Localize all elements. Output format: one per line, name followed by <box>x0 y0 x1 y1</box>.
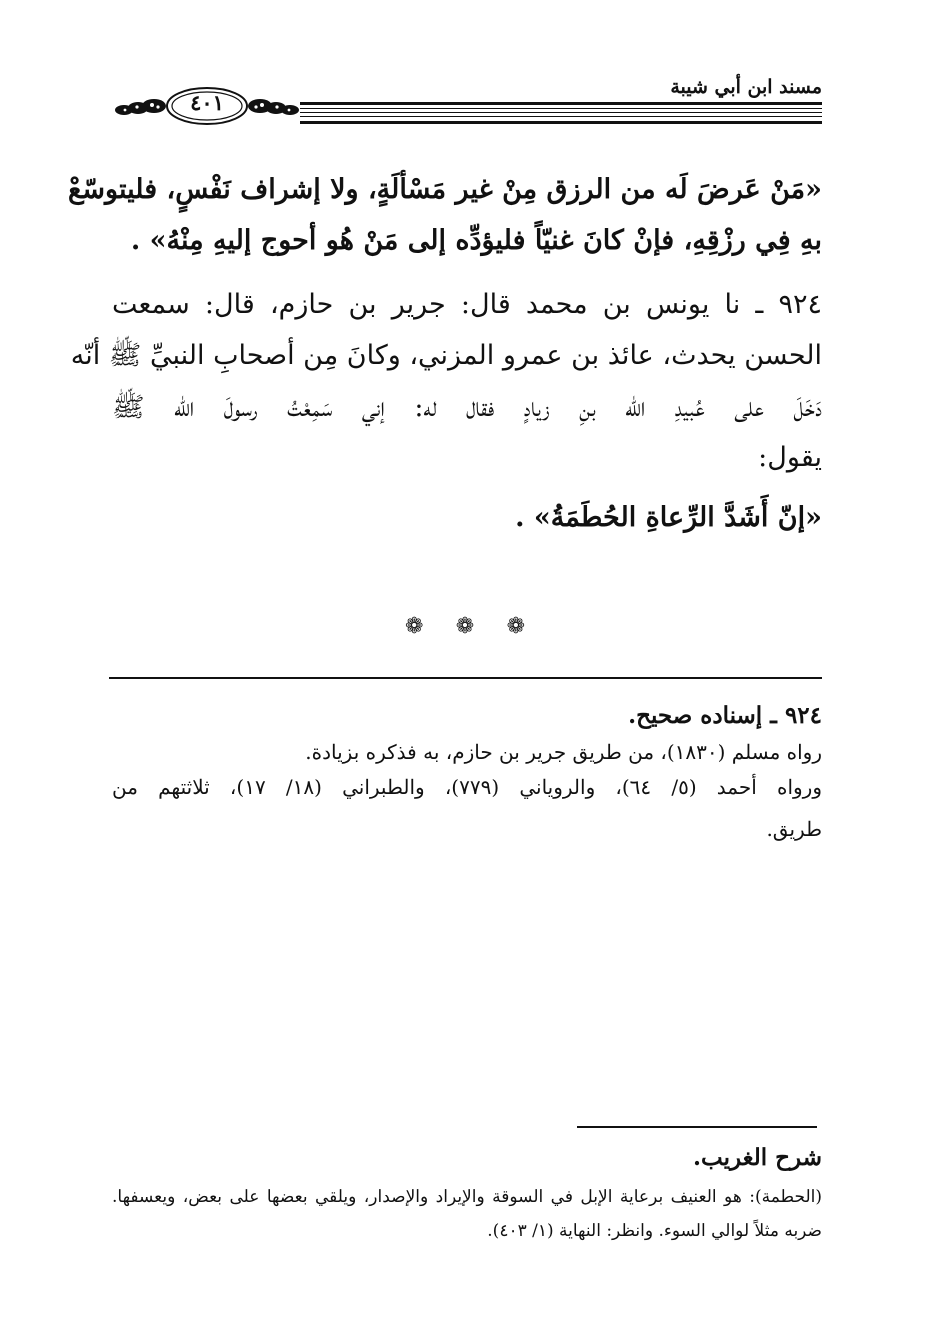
hadith-quote: «إنّ أَشَدَّ الرِّعاةِ الحُطَمَةُ» . <box>515 502 822 533</box>
hadith-924-line: دَخَلَ على عُبيدِ الله بنِ زيادٍ فقال له: إني سَمِعْتُ رسولَ الله ﷺ <box>112 392 822 423</box>
footnote-divider <box>109 677 822 679</box>
notes-heading: ٩٢٤ ـ إسناده صحيح. <box>628 702 822 729</box>
notes-line: طريق. <box>766 817 822 841</box>
flower-ornament-icon: ❁ <box>405 614 424 639</box>
hadith-924-line: يقول: <box>758 442 822 473</box>
header-rule <box>300 102 822 126</box>
hadith-924-line: ٩٢٤ ـ نا يونس بن محمد قال: جرير بن حازم، قال: سمعت <box>112 289 822 320</box>
glossary-line: ضربه مثلاً لوالي السوء. وانظر: النهاية (١/ ٤٠٣). <box>487 1221 822 1241</box>
running-title: مسند ابن أبي شيبة <box>670 76 822 98</box>
glossary-divider <box>577 1126 817 1128</box>
hadith-924-line: الحسن يحدث، عائذ بن عمرو المزني، وكانَ مِن أصحابِ النبيِّ ﷺ أنّه <box>70 340 822 371</box>
page-number: ٤٠١ <box>190 90 224 115</box>
notes-line: رواه مسلم (١٨٣٠)، من طريق جرير بن حازم، به فذكره بزيادة. <box>305 740 822 764</box>
flower-ornament-icon: ❁ <box>506 614 525 639</box>
flower-ornament-icon: ❁ <box>455 614 475 639</box>
hadith-text-line: «مَنْ عَرضَ لَه من الرزق مِنْ غير مَسْألَةٍ، ولا إشراف نَفْسٍ، فليتوسّعْ <box>68 174 822 205</box>
section-separator <box>405 612 525 642</box>
hadith-text-line: بهِ فِي رزْقِهِ، فإنْ كانَ غنيّاً فليؤدِّه إلى مَنْ هُو أحوج إليهِ مِنْهُ» . <box>130 225 822 256</box>
glossary-line: (الحطمة): هو العنيف برعاية الإبل في السوقة والإيراد والإصدار، ويلقي بعضها على بعض، ويعسفها. <box>112 1187 822 1207</box>
glossary-heading: شرح الغريب. <box>693 1144 822 1171</box>
notes-line: ورواه أحمد (٥/ ٦٤)، والروياني (٧٧٩)، والطبراني (١٨/ ١٧)، ثلاثتهم من <box>112 775 822 799</box>
